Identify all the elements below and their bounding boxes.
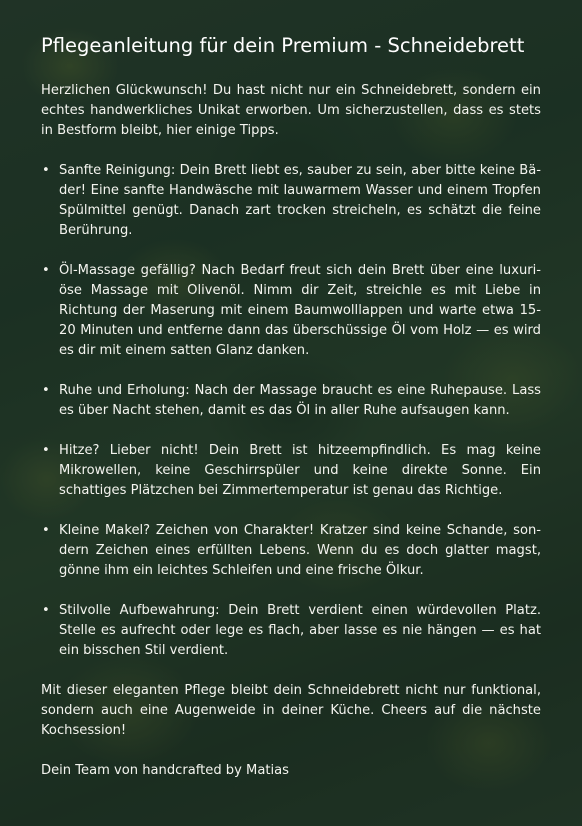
tip-text: Öl-Massage gefällig? Nach Bedarf freut sich dein Brett über eine luxuriöse Massage mit Olivenöl. Nimm dir Zeit, streichle es mit Liebe in Richtung der Maserung mit einem Baumwolllappen und warte etwa 15-20 Minuten und entferne dann das überschüssige Öl vom Holz — es wird es dir mit einem satten Glanz danken. xyxy=(59,263,541,358)
tip-rest xyxy=(41,381,541,421)
signature: Dein Team von handcrafted by Matias xyxy=(41,763,289,778)
tip-oil-massage xyxy=(41,261,541,361)
tip-blemishes xyxy=(41,521,541,581)
bullet-icon: • xyxy=(42,163,50,178)
bullet-icon: • xyxy=(42,383,50,398)
bullet-icon: • xyxy=(42,263,50,278)
tip-text: Hitze? Lieber nicht! Dein Brett ist hitzeempfindlich. Es mag keine Mikrowellen, keine Geschirrspüler und keine direkte Sonne. Ein schattiges Plätzchen bei Zimmertemperatur ist genau das Richtige. xyxy=(59,443,541,498)
tip-heat xyxy=(41,441,541,501)
tip-text: Kleine Makel? Zeichen von Charakter! Kratzer sind keine Schande, sondern Zeichen eines erfüllten Lebens. Wenn du es doch glatter magst, gönne ihm ein leichtes Schleifen und eine frische Ölkur. xyxy=(59,523,541,578)
tip-text: Stilvolle Aufbewahrung: Dein Brett verdient einen würdevollen Platz. Stelle es aufrecht oder lege es flach, aber lasse es nie hängen — es hat ein bisschen Stil verdient. xyxy=(59,603,541,658)
tip-text: Sanfte Reinigung: Dein Brett liebt es, sauber zu sein, aber bitte keine Bäder! Eine sanfte Handwäsche mit lauwarmem Wasser und einem Tropfen Spülmittel genügt. Danach zart trocken streicheln, es schätzt die feine Berührung. xyxy=(59,163,541,238)
bullet-icon: • xyxy=(42,523,50,538)
intro-paragraph: Herzlichen Glückwunsch! Du hast nicht nur ein Schneidebrett, sondern ein echtes handwerkliches Unikat erworben. Um sicherzustellen, dass es stets in Bestform bleibt, hier einige Tipps. xyxy=(41,83,541,138)
tip-text: Ruhe und Erholung: Nach der Massage braucht es eine Ruhepause. Lass es über Nacht stehen, damit es das Öl in aller Ruhe aufsaugen kann. xyxy=(59,383,541,418)
tip-storage xyxy=(41,601,541,661)
tip-cleaning xyxy=(41,161,541,241)
bullet-icon: • xyxy=(42,443,50,458)
bullet-icon: • xyxy=(42,603,50,618)
tips-list xyxy=(41,161,541,661)
page-title: Pflegeanleitung für dein Premium - Schneidebrett xyxy=(41,34,525,57)
closing-paragraph: Mit dieser eleganten Pflege bleibt dein Schneidebrett nicht nur funktional, sondern auch eine Augenweide in deiner Küche. Cheers auf die nächste Kochsession! xyxy=(41,683,541,738)
